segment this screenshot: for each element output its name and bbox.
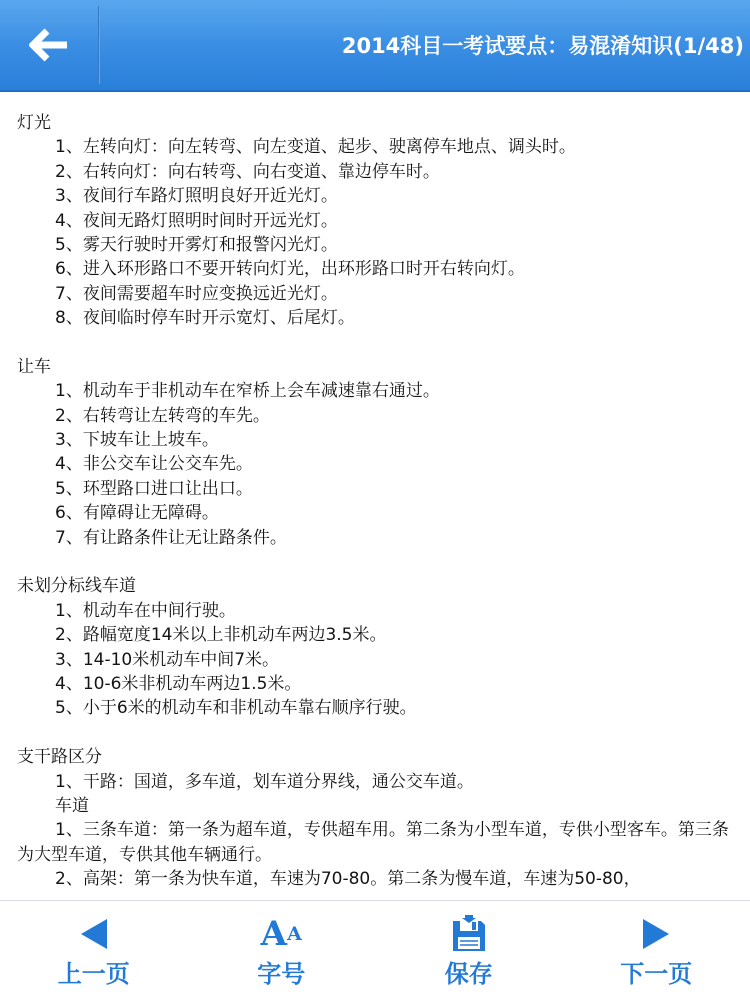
section-title: 让车	[17, 356, 51, 377]
list-item: 6、有障碍让无障碍。	[55, 503, 219, 524]
next-page-button[interactable]	[563, 901, 750, 1000]
header-divider	[98, 6, 100, 84]
list-item: 5、雾天行驶时开雾灯和报警闪光灯。	[55, 234, 338, 255]
save-button[interactable]	[375, 901, 563, 1000]
section-road-types	[17, 745, 750, 891]
list-item: 2、右转向灯：向右转弯、向右变道、靠边停车时。	[55, 161, 440, 182]
save-disk-icon	[451, 915, 487, 953]
save-label: 保存	[444, 960, 493, 988]
list-item: 7、有让路条件让无让路条件。	[55, 527, 287, 548]
arrow-left-icon	[29, 28, 69, 62]
next-page-label: 下一页	[620, 960, 693, 988]
list-item: 3、夜间行车路灯照明良好开近光灯。	[55, 186, 338, 207]
prev-page-button[interactable]	[0, 901, 188, 1000]
list-item: 3、下坡车让上坡车。	[55, 430, 219, 451]
triangle-left-icon	[79, 917, 109, 951]
paragraph: 1、三条车道：第一条为超车道，专供超车用。第二条为小型车道，专供小型客车。第三条为大型车道，专供其他车辆通行。	[17, 820, 729, 865]
font-size-button[interactable]	[188, 901, 376, 1000]
list-item: 2、路幅宽度14米以上非机动车两边3.5米。	[55, 625, 387, 646]
page-title: 2014科目一考试要点：易混淆知识(1/48)	[341, 34, 744, 58]
section-title: 灯光	[17, 113, 51, 133]
list-item: 1、左转向灯：向左转弯、向左变道、起步、驶离停车地点、调头时。	[55, 137, 576, 158]
list-item: 5、小于6米的机动车和非机动车靠右顺序行驶。	[55, 698, 417, 719]
article-content[interactable]	[0, 92, 750, 900]
list-item: 1、机动车在中间行驶。	[55, 600, 236, 621]
section-unmarked-lanes	[17, 574, 750, 720]
list-item: 4、夜间无路灯照明时间时开远光灯。	[55, 210, 338, 231]
section-lights	[17, 111, 750, 331]
section-title: 未划分标线车道	[17, 576, 136, 597]
list-item: 1、机动车于非机动车在窄桥上会车减速靠右通过。	[55, 381, 440, 402]
font-size-glyph-small: A	[287, 923, 302, 945]
section-yield	[17, 355, 750, 550]
font-size-glyph-large: A	[260, 914, 288, 954]
triangle-right-icon	[641, 917, 671, 951]
list-item: 4、10-6米非机动车两边1.5米。	[55, 673, 302, 694]
back-button[interactable]	[0, 0, 98, 90]
list-item: 1、干路：国道，多车道，划车道分界线，通公交车道。	[55, 771, 474, 792]
font-size-label: 字号	[257, 960, 306, 988]
paragraph: 2、高架：第一条为快车道，车速为70-80。第二条为慢车道，车速为50-80，	[55, 869, 641, 890]
list-item: 7、夜间需要超车时应变换远近光灯。	[55, 283, 338, 304]
font-size-icon	[261, 901, 302, 959]
list-item: 2、右转弯让左转弯的车先。	[55, 405, 270, 426]
section-title: 支干路区分	[17, 747, 102, 768]
bottom-toolbar	[0, 900, 750, 1000]
list-item: 4、非公交车让公交车先。	[55, 454, 253, 475]
list-item: 3、14-10米机动车中间7米。	[55, 649, 280, 670]
list-item: 车道	[55, 795, 89, 816]
list-item: 5、环型路口进口让出口。	[55, 478, 253, 499]
list-item: 6、进入环形路口不要开转向灯光，出环形路口时开右转向灯。	[55, 259, 525, 280]
prev-page-label: 上一页	[57, 960, 130, 988]
list-item: 8、夜间临时停车时开示宽灯、后尾灯。	[55, 308, 355, 329]
header-bar	[0, 0, 750, 92]
